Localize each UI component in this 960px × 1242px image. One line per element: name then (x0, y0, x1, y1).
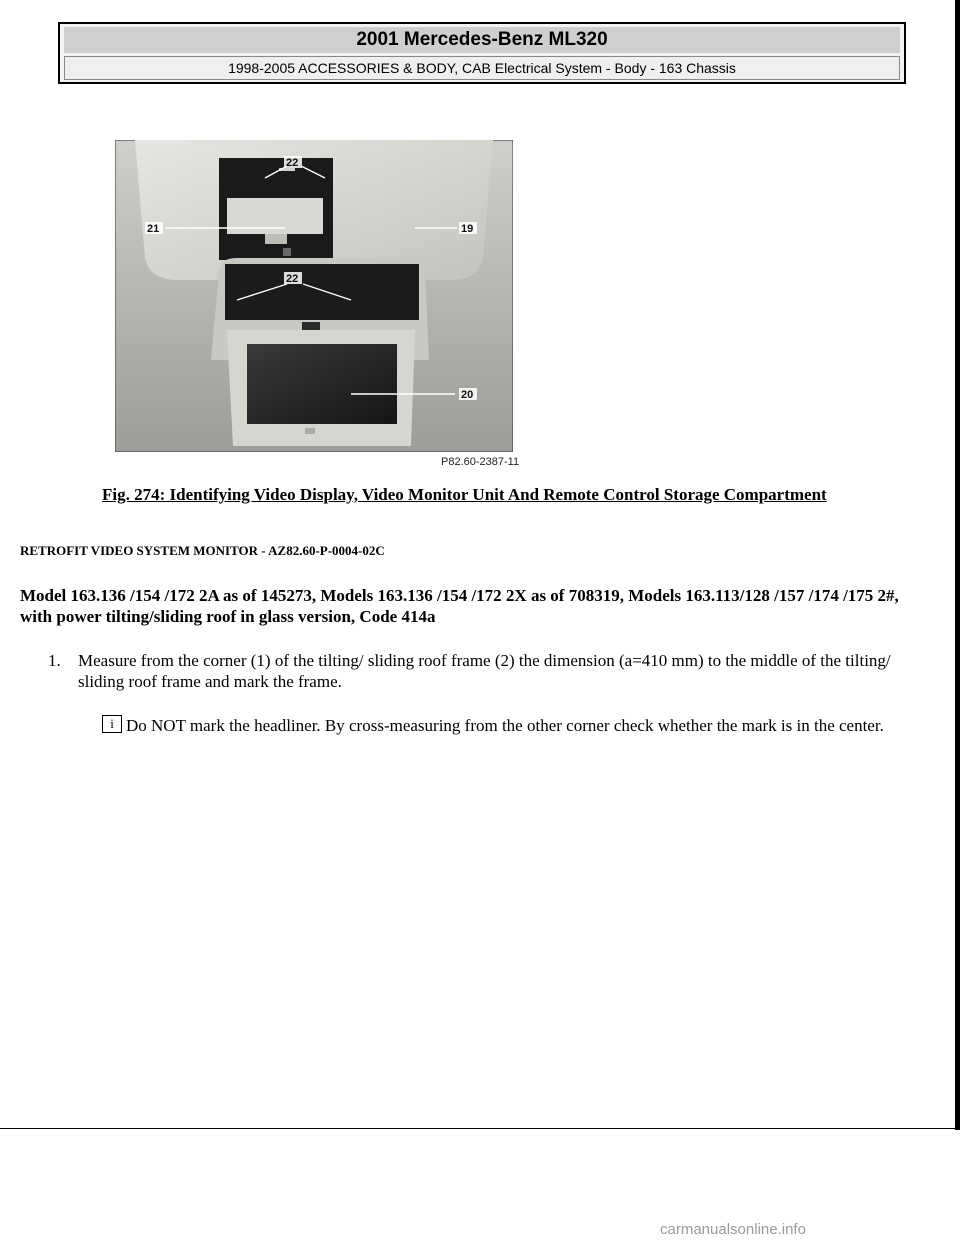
figure-code: P82.60-2387-11 (441, 456, 520, 468)
note (102, 715, 902, 736)
callout-22-top: 22 (286, 157, 299, 169)
step-number: 1. (48, 651, 61, 670)
callout-22-middle: 22 (286, 273, 299, 285)
section-heading: RETROFIT VIDEO SYSTEM MONITOR - AZ82.60-P-0004-02C (20, 543, 385, 558)
figure-caption: Fig. 274: Identifying Video Display, Video Monitor Unit And Remote Control Storage Compartment (102, 485, 827, 504)
note-text: Do NOT mark the headliner. By cross-measuring from the other corner check whether the mark is in the center. (126, 716, 884, 735)
figure-photo (115, 140, 513, 452)
callout-20: 20 (461, 389, 474, 401)
callout-19: 19 (461, 223, 474, 235)
model-applicability: Model 163.136 /154 /172 2A as of 145273, Models 163.136 /154 /172 2X as of 708319, Models 163.113/128 /157 /174 /175 2#, with power tilting/sliding roof in glass version, Code 414a (20, 586, 899, 626)
header-title: 2001 Mercedes-Benz ML320 (64, 27, 900, 53)
page-right-border (955, 0, 960, 1130)
callout-21: 21 (147, 223, 160, 235)
step-text: Measure from the corner (1) of the tilting/ sliding roof frame (2) the dimension (a=410 mm) to the middle of the tilting/ sliding roof frame and mark the frame. (78, 651, 891, 691)
info-icon: i (102, 715, 122, 733)
header-subtitle: 1998-2005 ACCESSORIES & BODY, CAB Electrical System - Body - 163 Chassis (64, 56, 900, 80)
page-header (58, 22, 906, 84)
watermark: carmanualsonline.info (660, 1221, 806, 1238)
figure-photo-illustration (115, 140, 513, 452)
page-bottom-border (0, 1128, 960, 1129)
